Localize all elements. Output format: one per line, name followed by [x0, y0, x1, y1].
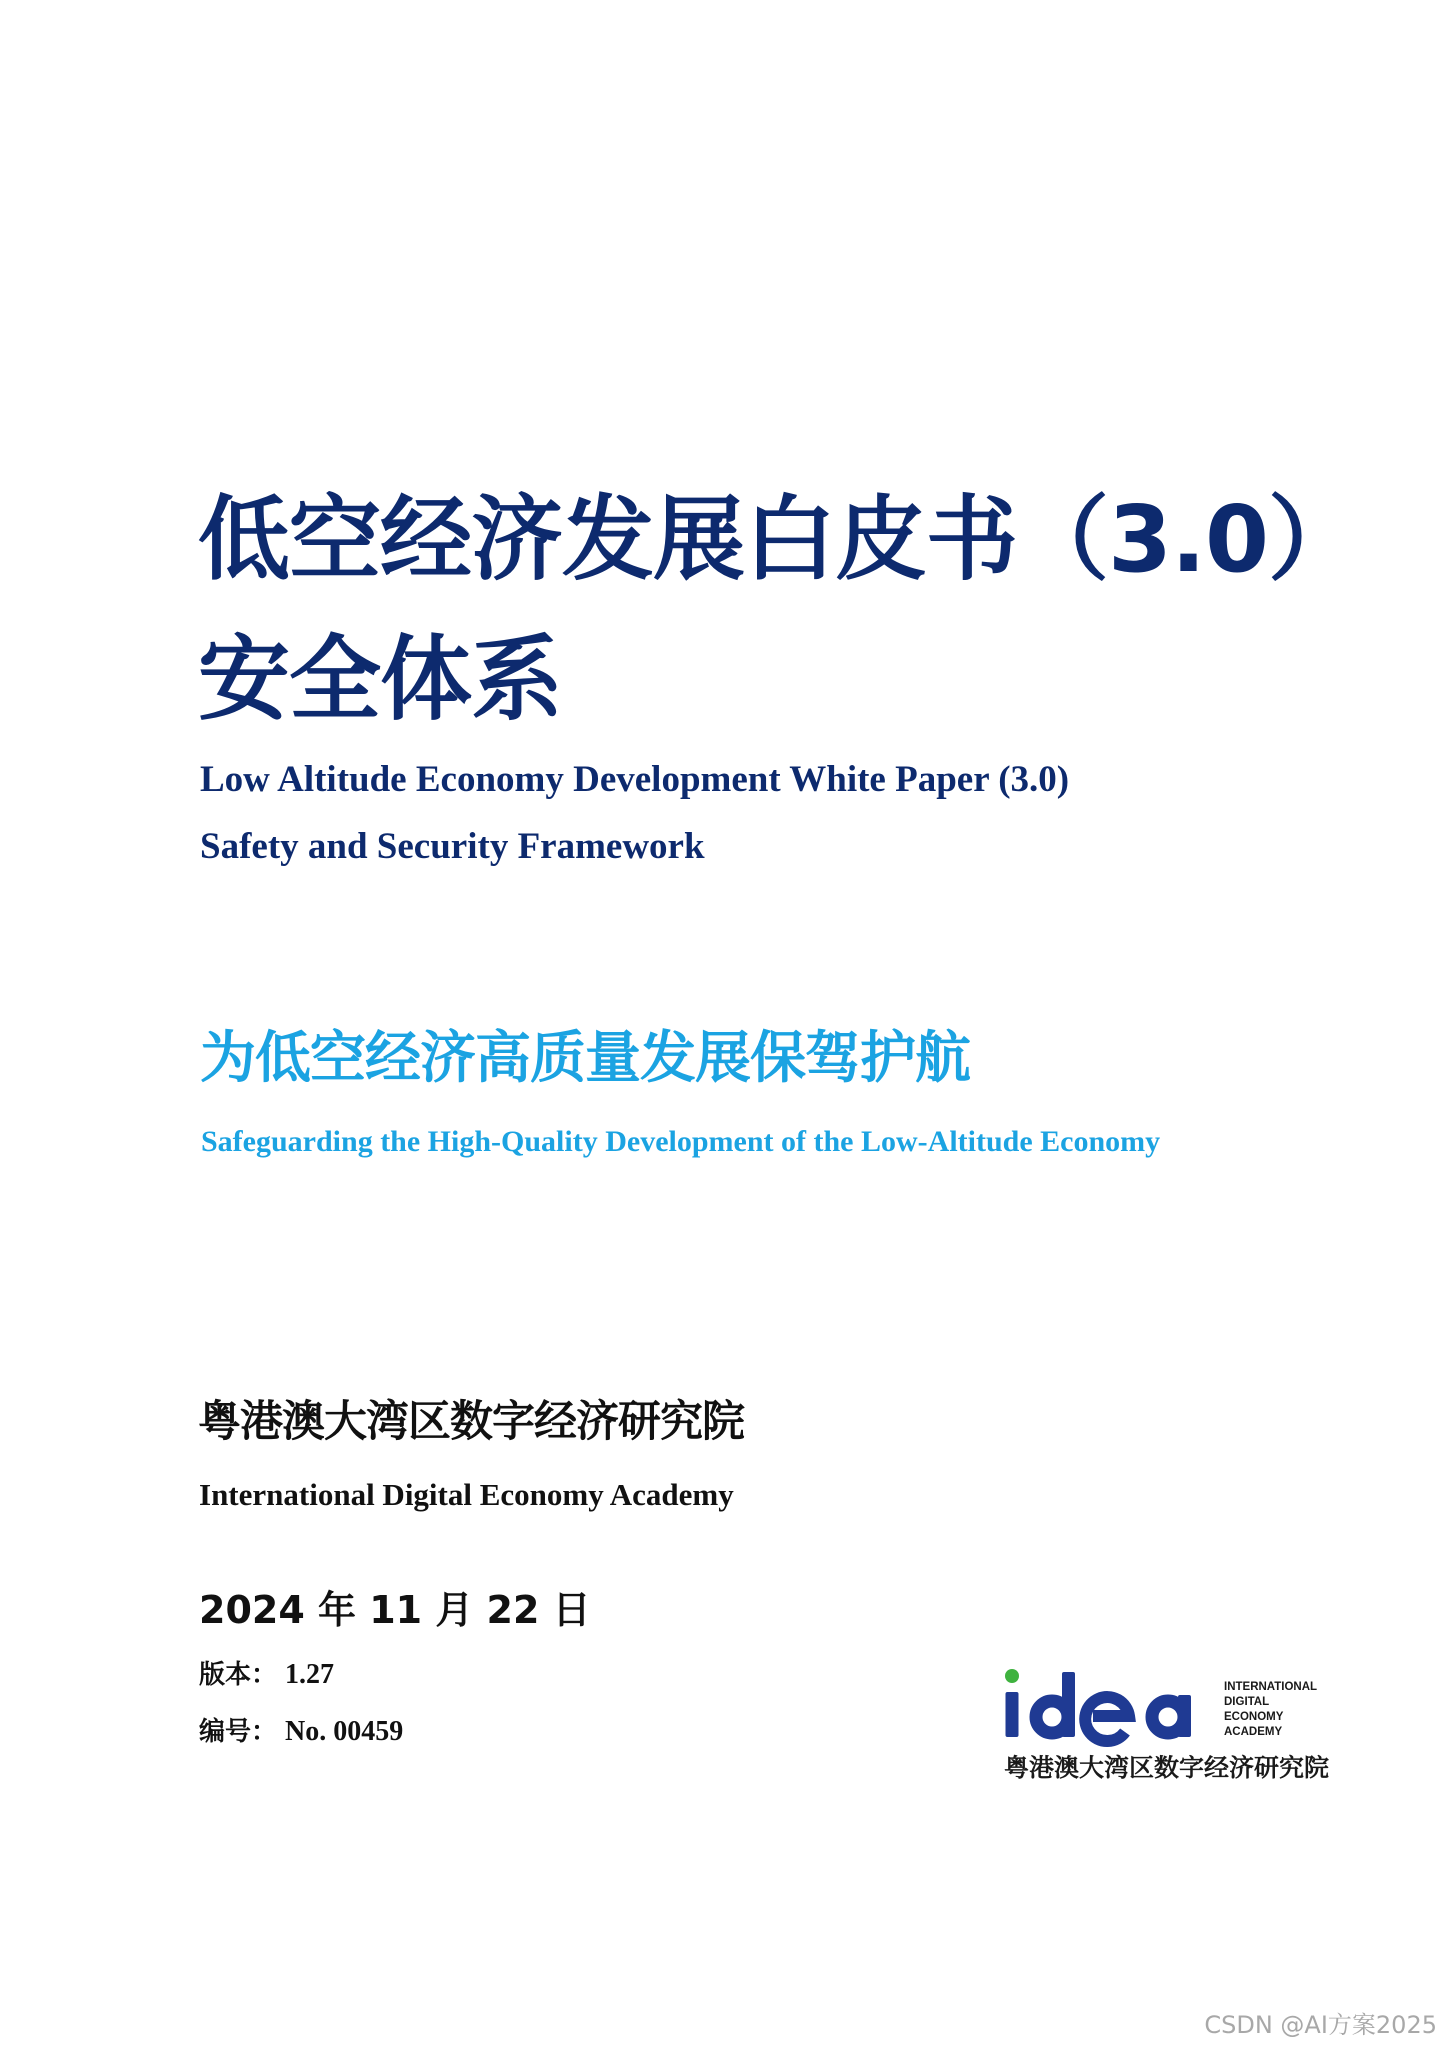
title-chinese-line-2: 安全体系: [198, 626, 563, 733]
logo-letter-a-stem: [1178, 1695, 1191, 1737]
slogan-chinese: 为低空经济高质量发展保驾护航: [200, 1026, 970, 1091]
watermark: CSDN @AI方案2025: [1204, 2011, 1437, 2039]
organization-name-english: International Digital Economy Academy: [199, 1477, 734, 1512]
title-english-line-1: Low Altitude Economy Development White Paper (3.0): [200, 759, 1070, 800]
idea-logo: [1004, 1668, 1344, 1796]
slogan-english: Safeguarding the High-Quality Development of the Low-Altitude Economy: [201, 1125, 1161, 1158]
logo-line-international: INTERNATIONAL: [1224, 1681, 1318, 1693]
logo-line-academy: ACADEMY: [1224, 1726, 1283, 1738]
document-number-row: [199, 1714, 403, 1750]
logo-dot-icon: [1005, 1669, 1019, 1683]
organization-name-chinese: 粤港澳大湾区数字经济研究院: [198, 1397, 744, 1447]
idea-logo-graphic: [1004, 1668, 1344, 1796]
document-number-label: 编号：: [199, 1717, 278, 1747]
document-number-value: No. 00459: [285, 1716, 404, 1747]
title-english: [200, 746, 1069, 880]
logo-line-digital: DIGITAL: [1224, 1696, 1270, 1708]
title-english-line-2: Safety and Security Framework: [200, 826, 705, 867]
title-chinese-line-1: 低空经济发展白皮书（3.0）: [198, 486, 1359, 593]
title-chinese: [198, 470, 1359, 750]
version-value: 1.27: [285, 1659, 335, 1690]
logo-letter-d-stem: [1062, 1672, 1075, 1737]
version-row: [199, 1657, 334, 1693]
logo-letter-e: [1085, 1697, 1129, 1741]
logo-letter-i: [1006, 1692, 1019, 1737]
logo-line-economy: ECONOMY: [1224, 1711, 1284, 1723]
version-label: 版本：: [199, 1660, 278, 1690]
publication-date: 2024 年 11 月 22 日: [199, 1588, 591, 1632]
logo-chinese-name: 粤港澳大湾区数字经济研究院: [1004, 1753, 1330, 1782]
